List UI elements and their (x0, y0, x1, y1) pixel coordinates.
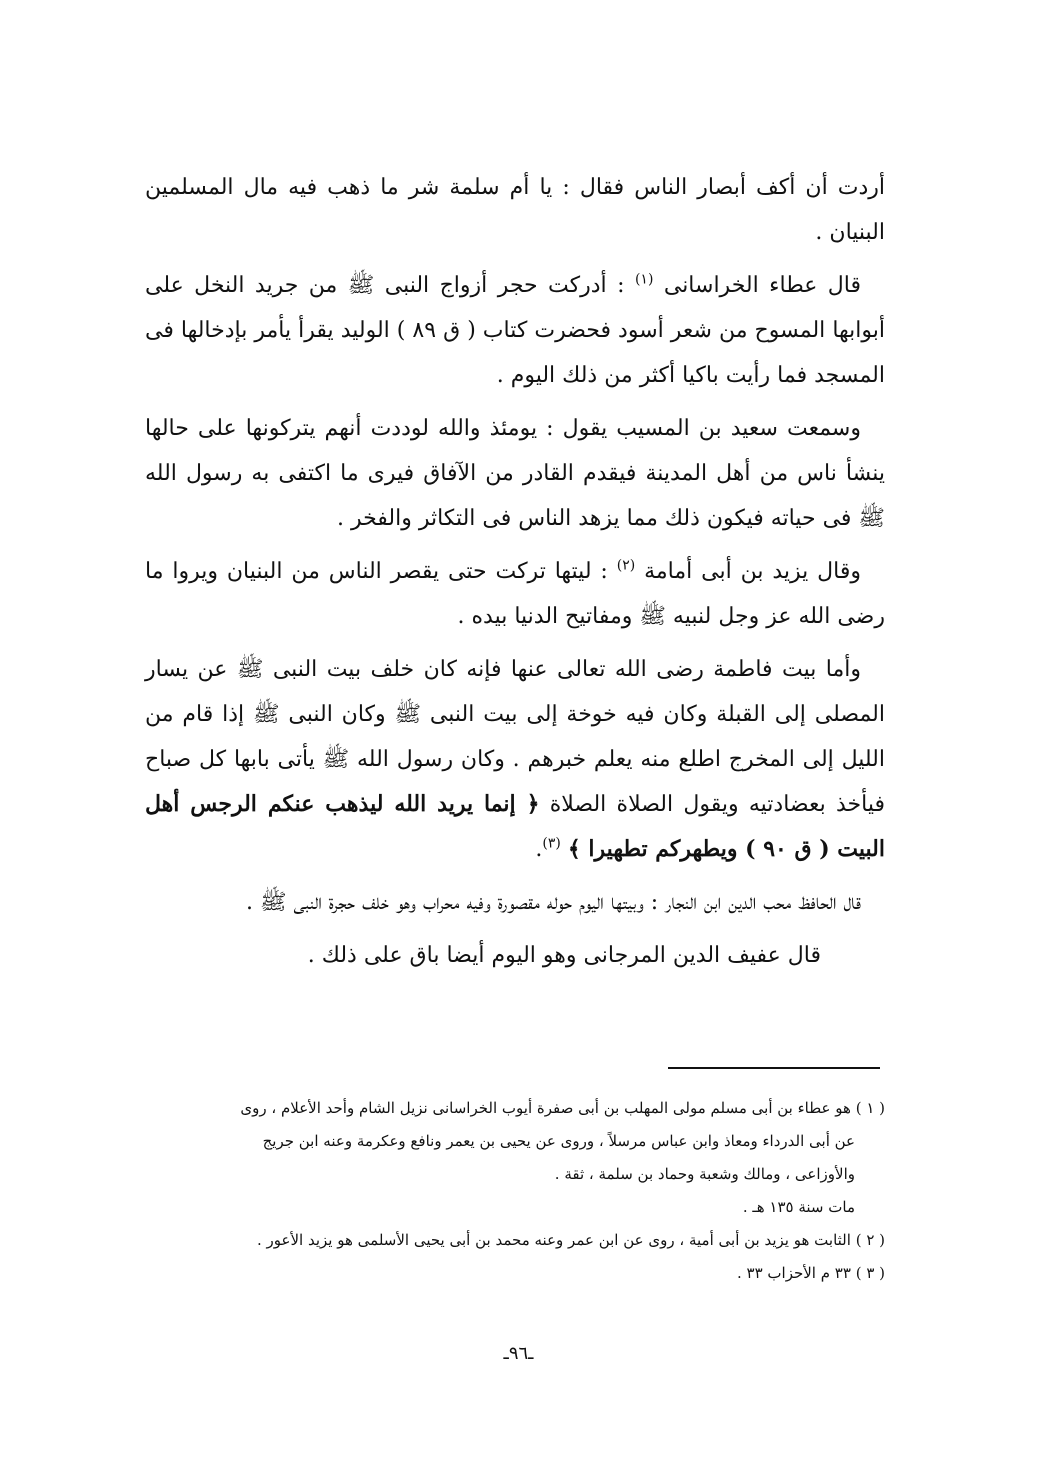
paragraph-2: قال عطاء الخراسانى $^{(١)}$ : أدركت حجر أزواج النبى ﷺ من جريد النخل على أبوابها المسوح من شعر أسود فحضرت كتاب ( ق ٨٩ ) الوليد يقرأ يأمر بإدخالها فى المسجد فما رأيت باكيا أكثر من ذلك اليوم . (145, 271, 885, 388)
footnote-ref-2: (٢) (616, 557, 636, 574)
footnote-divider (668, 1067, 880, 1069)
paragraph-3: وسمعت سعيد بن المسيب يقول : يومئذ والله لوددت أنهم يتركونها على حالها ينشأ ناس من أهل المدينة فيقدم القادر من الآفاق فيرى ما اكتفى به رسول الله ﷺ فى حياته فيكون ذلك مما يزهد الناس فى التكاثر والفخر . (145, 416, 885, 531)
quran-verse: ﴿ إنما يريد الله ليذهب عنكم الرجس أهل البيت ( ق ٩٠ ) ويطهركم تطهيرا ﴾ (145, 791, 885, 862)
footnote-1: ( ١ ) هو عطاء بن أبى مسلم مولى المهلب بن أبى صفرة أيوب الخراسانى نزيل الشام وأحد الأعلام ، روى (240, 1099, 885, 1117)
page-number: ـ٩٦ـ (503, 1343, 534, 1364)
paragraph-5: وأما بيت فاطمة رضى الله تعالى عنها فإنه كان خلف بيت النبى ﷺ عن يسار المصلى إلى القبلة وكان فيه خوخة إلى بيت النبى ﷺ وكان النبى ﷺ إذا قام من الليل إلى المخرج اطلع منه يعلم خبرهم . وكان رسول الله ﷺ يأتى بابها كل صباح فيأخذ بعضادتيه ويقول الصلاة الصلاة ﴿ إنما يريد الله ليذهب عنكم الرجس أهل البيت ( ق ٩٠ ) ويطهركم تطهيرا ﴾ $^{(٣)}$. (145, 657, 885, 862)
footnote-2: ( ٢ ) الثابت هو يزيد بن أبى أمية ، روى عن ابن عمر وعنه محمد بن أبى يحيى الأسلمى هو يزيد الأعور . (256, 1231, 885, 1249)
paragraph-7: قال عفيف الدين المرجانى وهو اليوم أيضا باق على ذلك . (307, 943, 821, 968)
footnote-1-line-2: عن أبى الدرداء ومعاذ وابن عباس مرسلاً ، وروى عن يحيى بن يعمر ونافع وعكرمة وعنه ابن جريج (262, 1132, 855, 1150)
main-text (145, 165, 885, 986)
footnote-ref-3: (٣) (542, 835, 561, 852)
footnote-1-line-4: مات سنة ١٣٥ هـ . (742, 1198, 855, 1216)
paragraph-4: وقال يزيد بن أبى أمامة $^{(٢)}$ : ليتها تركت حتى يقصر الناس من البنيان ويروا ما رضى الله عز وجل لنبيه ﷺ ومفاتيح الدنيا بيده . (145, 557, 885, 629)
paragraph-1: أردت أن أكف أبصار الناس فقال : يا أم سلمة شر ما ذهب فيه مال المسلمين البنيان . (145, 175, 885, 245)
footnote-ref-1: (١) (634, 271, 654, 288)
footnote-3: ( ٣ ) ٣٣ م الأحزاب ٣٣ . (736, 1264, 885, 1282)
paragraph-6: قال الحافظ محب الدين ابن النجار : وبيتها اليوم حوله مقصورة وفيه محراب وهو خلف حجرة النبى ﷺ . (245, 890, 861, 915)
footnote-1-line-3: والأوزاعى ، ومالك وشعبة وحماد بن سلمة ، ثقة . (554, 1165, 855, 1183)
footnotes (130, 1092, 885, 1290)
